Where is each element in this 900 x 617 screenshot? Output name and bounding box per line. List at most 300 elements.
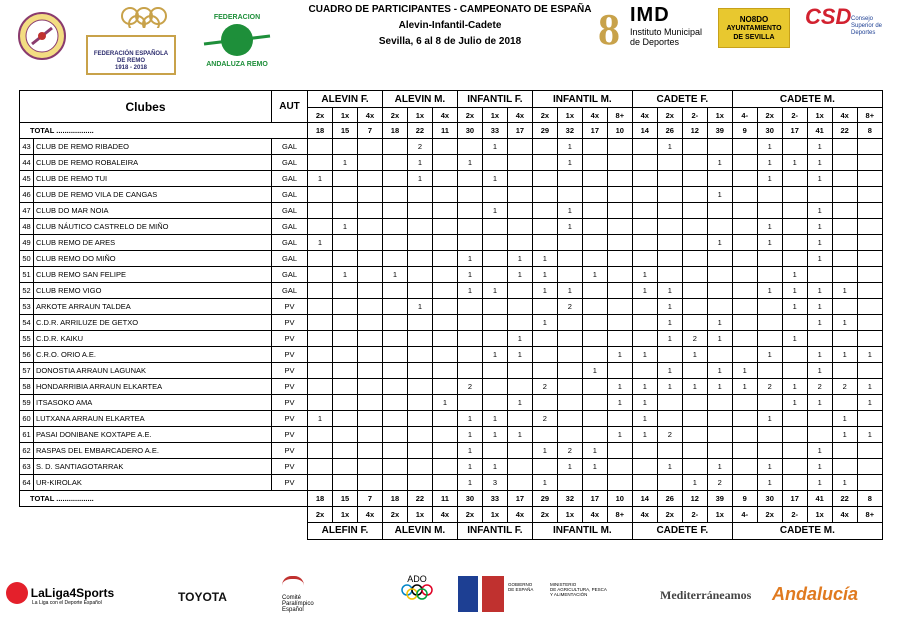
entry-cell <box>382 475 407 491</box>
entry-cell <box>333 443 358 459</box>
entry-cell <box>357 315 382 331</box>
boat-class-footer: 1x <box>807 507 832 523</box>
entry-cell <box>632 219 657 235</box>
club-emblem-logo <box>18 10 66 62</box>
boat-class-footer: 1x <box>482 507 507 523</box>
entry-cell <box>308 475 333 491</box>
entry-cell <box>407 203 432 219</box>
entry-cell <box>707 443 732 459</box>
entry-cell: 1 <box>832 283 857 299</box>
total-cell: 18 <box>308 123 333 139</box>
entry-cell <box>557 395 582 411</box>
entry-cell <box>832 139 857 155</box>
entry-cell: 1 <box>832 347 857 363</box>
total-cell: 9 <box>732 491 757 507</box>
table-row <box>20 203 883 219</box>
entry-cell <box>707 395 732 411</box>
entry-cell <box>407 235 432 251</box>
boat-class-header: 4x <box>582 108 607 123</box>
entry-cell <box>582 203 607 219</box>
entry-cell: 1 <box>807 347 832 363</box>
entry-cell <box>407 411 432 427</box>
entry-cell: 1 <box>532 283 557 299</box>
csd-line-1: Consejo <box>851 16 874 22</box>
entry-cell <box>732 155 757 171</box>
entry-cell: 1 <box>557 155 582 171</box>
entry-cell <box>333 363 358 379</box>
entry-cell <box>333 395 358 411</box>
entry-cell <box>557 187 582 203</box>
entry-cell: 1 <box>657 459 682 475</box>
entry-cell <box>632 235 657 251</box>
entry-cell: 1 <box>707 459 732 475</box>
entry-cell: 1 <box>557 459 582 475</box>
category-footer: INFANTIL M. <box>532 522 632 539</box>
total-cell: 12 <box>682 123 707 139</box>
entry-cell <box>857 475 882 491</box>
club-name: CLUB REMO SAN FELIPE <box>34 267 272 283</box>
entry-cell <box>632 475 657 491</box>
entry-cell <box>507 411 532 427</box>
row-number: 52 <box>20 283 34 299</box>
entry-cell <box>782 251 807 267</box>
entry-cell <box>333 171 358 187</box>
entry-cell: 1 <box>607 395 632 411</box>
entry-cell <box>732 283 757 299</box>
total-cell: 30 <box>457 123 482 139</box>
total-row-bottom <box>20 491 883 507</box>
entry-cell <box>857 219 882 235</box>
entry-cell <box>382 459 407 475</box>
entry-cell <box>507 443 532 459</box>
entry-cell <box>657 155 682 171</box>
entry-cell <box>857 283 882 299</box>
entry-cell: 1 <box>507 395 532 411</box>
entry-cell <box>707 171 732 187</box>
entry-cell <box>333 347 358 363</box>
total-cell: 39 <box>707 123 732 139</box>
entry-cell: 1 <box>807 475 832 491</box>
entry-cell <box>582 379 607 395</box>
entry-cell: 1 <box>457 251 482 267</box>
entry-cell <box>382 379 407 395</box>
entry-cell <box>308 251 333 267</box>
entry-cell <box>582 427 607 443</box>
table-row <box>20 395 883 411</box>
total-cell: 30 <box>757 491 782 507</box>
entry-cell <box>482 315 507 331</box>
table-row <box>20 235 883 251</box>
entry-cell <box>557 267 582 283</box>
entry-cell <box>457 219 482 235</box>
autonomy: GAL <box>272 171 308 187</box>
entry-cell <box>482 363 507 379</box>
imd-line-2: de Deportes <box>630 37 680 47</box>
entry-cell <box>732 459 757 475</box>
entry-cell: 1 <box>782 283 807 299</box>
entry-cell <box>732 171 757 187</box>
entry-cell <box>657 411 682 427</box>
boat-class-footer: 1x <box>707 507 732 523</box>
spain-shield-icon <box>482 576 504 612</box>
total-cell: 30 <box>757 123 782 139</box>
total-cell: 14 <box>632 491 657 507</box>
entry-cell <box>632 187 657 203</box>
entry-cell: 1 <box>857 427 882 443</box>
entry-cell <box>482 219 507 235</box>
total-cell: 18 <box>382 123 407 139</box>
entry-cell: 2 <box>532 411 557 427</box>
entry-cell <box>657 347 682 363</box>
boat-class-footer: 2- <box>782 507 807 523</box>
boat-class-footer: 2x <box>457 507 482 523</box>
entry-cell <box>532 187 557 203</box>
entry-cell <box>308 219 333 235</box>
entry-cell: 1 <box>682 379 707 395</box>
entry-cell: 1 <box>407 299 432 315</box>
entry-cell <box>582 235 607 251</box>
entry-cell: 1 <box>832 411 857 427</box>
autonomy: PV <box>272 331 308 347</box>
entry-cell <box>432 315 457 331</box>
entry-cell <box>308 315 333 331</box>
entry-cell: 1 <box>757 155 782 171</box>
category-footer: CADETE M. <box>732 522 882 539</box>
entry-cell: 1 <box>757 411 782 427</box>
entry-cell: 1 <box>757 347 782 363</box>
gob-line-2: DE ESPAÑA <box>508 587 534 592</box>
entry-cell <box>333 187 358 203</box>
row-number: 45 <box>20 171 34 187</box>
total-cell: 33 <box>482 123 507 139</box>
entry-cell: 1 <box>308 235 333 251</box>
row-number: 57 <box>20 363 34 379</box>
entry-cell <box>333 459 358 475</box>
entry-cell <box>382 219 407 235</box>
entry-cell <box>407 187 432 203</box>
autonomy: GAL <box>272 203 308 219</box>
entry-cell <box>582 187 607 203</box>
autonomy: GAL <box>272 139 308 155</box>
entry-cell <box>582 155 607 171</box>
entry-cell <box>507 379 532 395</box>
entry-cell <box>732 267 757 283</box>
entry-cell <box>382 315 407 331</box>
autonomy: PV <box>272 315 308 331</box>
entry-cell <box>333 315 358 331</box>
club-name: CLUB NÁUTICO CASTRELO DE MIÑO <box>34 219 272 235</box>
csd-title: CSD <box>805 4 852 29</box>
entry-cell <box>333 139 358 155</box>
boat-class-footer: 2x <box>657 507 682 523</box>
category-header: CADETE F. <box>632 91 732 108</box>
entry-cell: 1 <box>507 427 532 443</box>
total-cell: 32 <box>557 491 582 507</box>
boat-class-header: 4x <box>632 108 657 123</box>
entry-cell <box>857 187 882 203</box>
boat-class-header: 2x <box>657 108 682 123</box>
sevilla-line-3: DE SEVILLA <box>733 34 775 41</box>
far-logo <box>192 10 282 68</box>
page-title: CUADRO DE PARTICIPANTES - CAMPEONATO DE ESPAÑA <box>308 4 592 15</box>
entry-cell <box>607 251 632 267</box>
autonomy: GAL <box>272 219 308 235</box>
entry-cell <box>357 219 382 235</box>
entry-cell <box>457 235 482 251</box>
total-cell: 41 <box>807 123 832 139</box>
entry-cell <box>582 219 607 235</box>
entry-cell <box>607 475 632 491</box>
club-name: C.D.R. KAIKU <box>34 331 272 347</box>
title-block <box>300 2 600 50</box>
boat-class-header: 2x <box>457 108 482 123</box>
entry-cell <box>632 443 657 459</box>
entry-cell <box>757 427 782 443</box>
row-number: 60 <box>20 411 34 427</box>
entry-cell: 1 <box>482 459 507 475</box>
andalucia-logo: Andalucía <box>772 584 859 604</box>
entry-cell <box>407 283 432 299</box>
entry-cell: 1 <box>632 427 657 443</box>
entry-cell <box>832 219 857 235</box>
total-cell: 39 <box>707 491 732 507</box>
entry-cell <box>707 347 732 363</box>
table-row <box>20 267 883 283</box>
entry-cell <box>857 331 882 347</box>
boat-class-header: 8+ <box>857 108 882 123</box>
entry-cell <box>682 427 707 443</box>
entry-cell <box>657 395 682 411</box>
entry-cell <box>757 395 782 411</box>
entry-cell <box>657 235 682 251</box>
total-cell: 17 <box>782 491 807 507</box>
page-dates: Sevilla, 6 al 8 de Julio de 2018 <box>378 36 522 47</box>
entry-cell <box>832 235 857 251</box>
entry-cell <box>532 139 557 155</box>
entry-cell <box>308 283 333 299</box>
total-cell: 32 <box>557 123 582 139</box>
entry-cell <box>382 203 407 219</box>
entry-cell <box>682 187 707 203</box>
entry-cell <box>757 187 782 203</box>
entry-cell <box>357 171 382 187</box>
entry-cell <box>507 363 532 379</box>
entry-cell <box>607 267 632 283</box>
entry-cell <box>407 219 432 235</box>
total-label: TOTAL .................. <box>20 123 308 139</box>
boat-class-header: 4x <box>507 108 532 123</box>
entry-cell <box>432 427 457 443</box>
entry-cell <box>432 203 457 219</box>
entry-cell <box>607 299 632 315</box>
entry-cell <box>557 171 582 187</box>
entry-cell <box>732 411 757 427</box>
table-row <box>20 459 883 475</box>
entry-cell <box>682 459 707 475</box>
entry-cell <box>607 315 632 331</box>
total-label: TOTAL .................. <box>20 491 308 507</box>
autonomy: PV <box>272 475 308 491</box>
entry-cell <box>308 139 333 155</box>
entry-cell <box>432 283 457 299</box>
entry-cell <box>657 219 682 235</box>
entry-cell <box>707 299 732 315</box>
entry-cell <box>857 459 882 475</box>
entry-cell <box>632 315 657 331</box>
entry-cell <box>507 235 532 251</box>
entry-cell <box>357 267 382 283</box>
total-cell: 7 <box>357 123 382 139</box>
boat-class-footer: 4- <box>732 507 757 523</box>
club-name: RASPAS DEL EMBARCADERO A.E. <box>34 443 272 459</box>
autonomy: PV <box>272 379 308 395</box>
entry-cell <box>707 203 732 219</box>
entry-cell: 1 <box>807 219 832 235</box>
club-name: CLUB DE REMO TUI <box>34 171 272 187</box>
entry-cell <box>308 363 333 379</box>
entry-cell <box>482 331 507 347</box>
entry-cell <box>782 235 807 251</box>
entry-cell <box>582 411 607 427</box>
autonomy: PV <box>272 459 308 475</box>
entry-cell <box>632 331 657 347</box>
category-header: CADETE M. <box>732 91 882 108</box>
entry-cell <box>308 443 333 459</box>
category-header: ALEVIN M. <box>382 91 457 108</box>
entry-cell <box>782 475 807 491</box>
entry-cell: 1 <box>707 235 732 251</box>
total-cell: 33 <box>482 491 507 507</box>
entry-cell <box>682 283 707 299</box>
entry-cell <box>507 155 532 171</box>
entry-cell <box>782 347 807 363</box>
entry-cell: 1 <box>407 155 432 171</box>
imd-eight-icon: 8 <box>598 5 620 54</box>
entry-cell <box>557 347 582 363</box>
comite-logo <box>282 576 314 613</box>
entry-cell <box>657 443 682 459</box>
entry-cell <box>532 235 557 251</box>
entry-cell <box>357 155 382 171</box>
club-name: S. D. SANTIAGOTARRAK <box>34 459 272 475</box>
csd-logo <box>805 4 883 36</box>
entry-cell <box>707 427 732 443</box>
entry-cell <box>432 299 457 315</box>
entry-cell: 1 <box>782 379 807 395</box>
entry-cell <box>308 331 333 347</box>
entry-cell <box>607 171 632 187</box>
blank-cell <box>20 507 308 523</box>
row-number: 62 <box>20 443 34 459</box>
row-number: 63 <box>20 459 34 475</box>
entry-cell: 1 <box>782 395 807 411</box>
entry-cell <box>582 475 607 491</box>
entry-cell: 1 <box>557 139 582 155</box>
entry-cell <box>857 203 882 219</box>
entry-cell <box>832 171 857 187</box>
row-number: 56 <box>20 347 34 363</box>
sevilla-line-2: AYUNTAMIENTO <box>726 25 782 32</box>
entry-cell <box>657 171 682 187</box>
category-footer: CADETE F. <box>632 522 732 539</box>
comite-line-2: Paralímpico <box>282 601 314 607</box>
entry-cell <box>407 315 432 331</box>
total-cell: 10 <box>607 123 632 139</box>
blank-cell <box>20 522 308 539</box>
entry-cell: 1 <box>333 219 358 235</box>
total-cell: 8 <box>857 123 882 139</box>
entry-cell: 2 <box>657 427 682 443</box>
entry-cell: 1 <box>782 299 807 315</box>
entry-cell <box>382 155 407 171</box>
entry-cell <box>457 299 482 315</box>
boat-class-footer: 8+ <box>857 507 882 523</box>
csd-line-2: Superior de <box>851 23 883 29</box>
table-row <box>20 139 883 155</box>
entry-cell <box>682 363 707 379</box>
table-row <box>20 251 883 267</box>
entry-cell <box>482 443 507 459</box>
total-cell: 15 <box>333 491 358 507</box>
table-row <box>20 443 883 459</box>
entry-cell: 1 <box>657 379 682 395</box>
total-cell: 9 <box>732 123 757 139</box>
entry-cell <box>432 187 457 203</box>
entry-cell: 1 <box>482 283 507 299</box>
imd-title: IMD <box>630 4 670 26</box>
boat-class-footer: 1x <box>333 507 358 523</box>
entry-cell: 1 <box>807 171 832 187</box>
category-header: INFANTIL F. <box>457 91 532 108</box>
entry-cell <box>757 315 782 331</box>
svg-text:FEDERACION: FEDERACION <box>213 14 261 21</box>
entry-cell: 1 <box>607 347 632 363</box>
entry-cell <box>557 251 582 267</box>
entry-cell <box>482 155 507 171</box>
entry-cell: 1 <box>707 315 732 331</box>
entry-cell <box>357 427 382 443</box>
entry-cell <box>682 139 707 155</box>
entry-cell: 1 <box>732 363 757 379</box>
entry-cell: 1 <box>857 395 882 411</box>
category-footer: INFANTIL F. <box>457 522 532 539</box>
entry-cell: 1 <box>333 267 358 283</box>
entry-cell: 1 <box>532 315 557 331</box>
entry-cell: 1 <box>807 315 832 331</box>
entry-cell <box>308 347 333 363</box>
entry-cell: 1 <box>657 299 682 315</box>
entry-cell <box>807 267 832 283</box>
entry-cell: 1 <box>707 155 732 171</box>
entry-cell <box>632 459 657 475</box>
entry-cell <box>732 187 757 203</box>
entry-cell <box>557 315 582 331</box>
entry-cell <box>382 331 407 347</box>
entry-cell <box>632 171 657 187</box>
club-name: CLUB DE REMO VILA DE CANGAS <box>34 187 272 203</box>
entry-cell <box>782 219 807 235</box>
boat-class-footer: 4x <box>432 507 457 523</box>
entry-cell: 1 <box>532 443 557 459</box>
entry-cell <box>732 395 757 411</box>
row-number: 51 <box>20 267 34 283</box>
entry-cell <box>607 219 632 235</box>
autonomy: PV <box>272 427 308 443</box>
entry-cell <box>482 379 507 395</box>
entry-cell <box>632 203 657 219</box>
participants-table <box>19 90 883 540</box>
entry-cell <box>757 251 782 267</box>
